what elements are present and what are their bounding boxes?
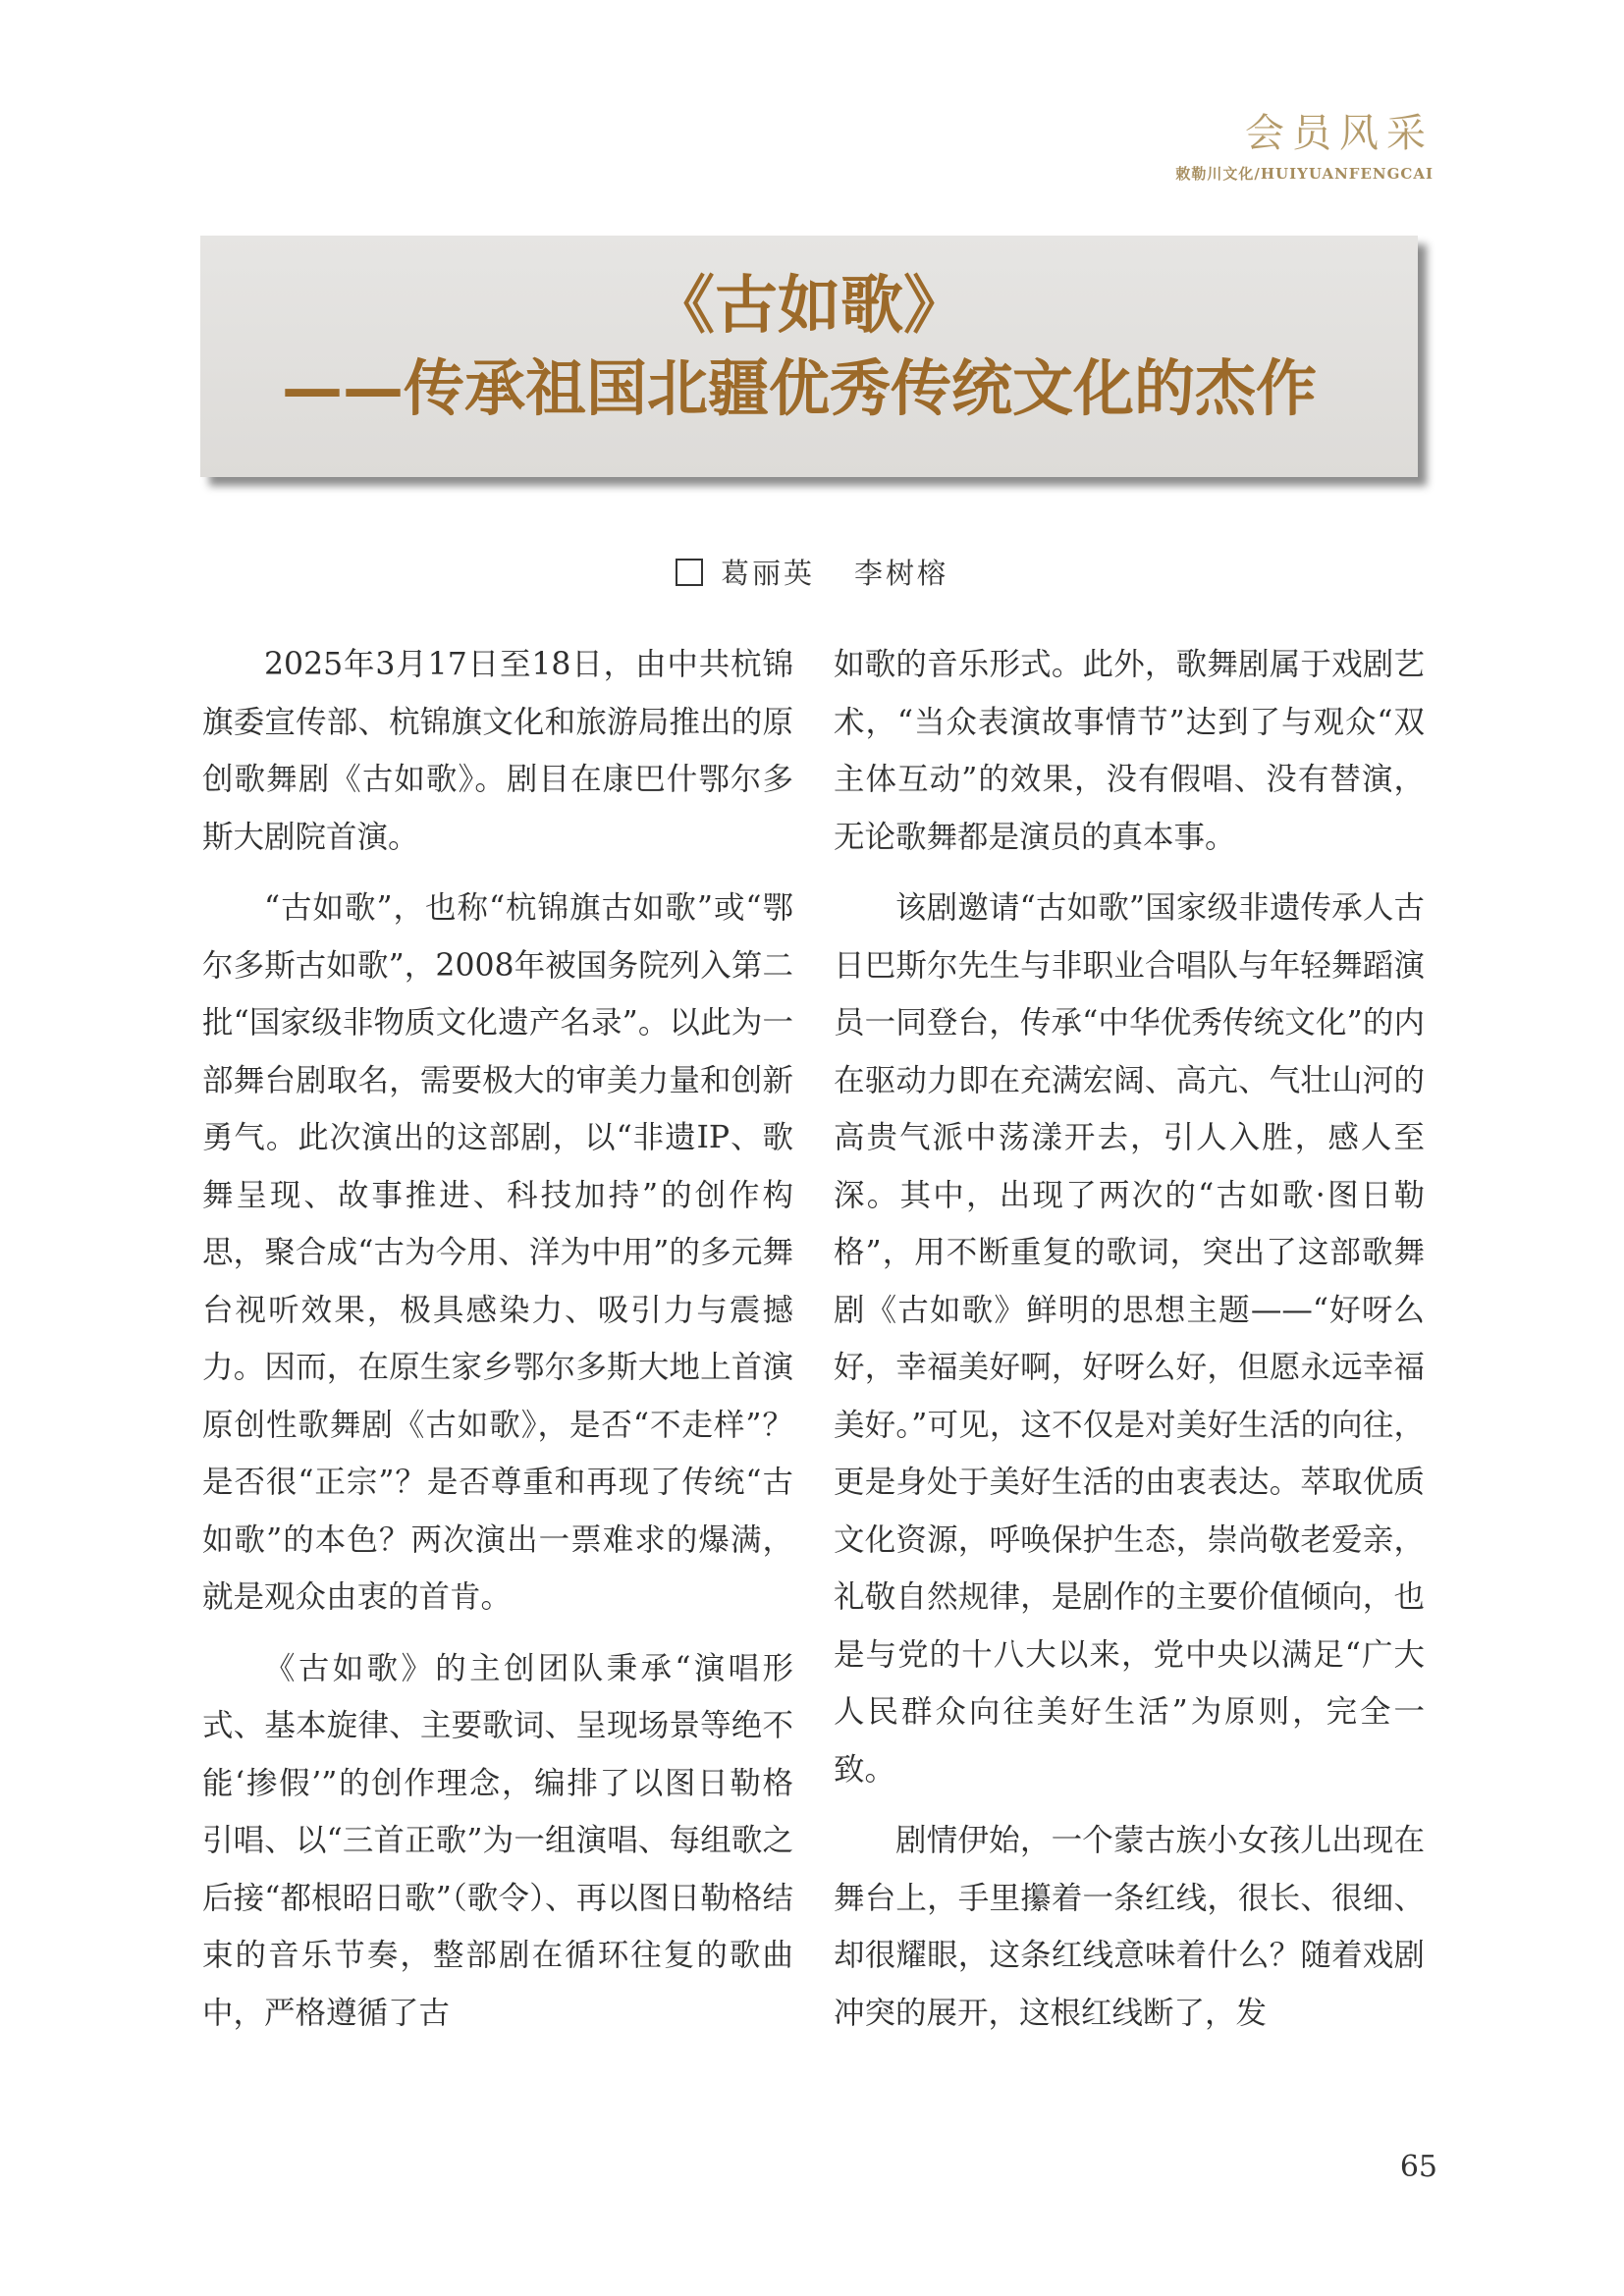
author-1: 葛丽英: [720, 557, 815, 590]
paragraph: 该剧邀请“古如歌”国家级非遗传承人古日巴斯尔先生与非职业合唱队与年轻舞蹈演员一同登台，传承“中华优秀传统文化”的内在驱动力即在充满宏阔、高亢、气壮山河的高贵气派中荡漾开去，引人入胜，感人至深。其中，出现了两次的“古如歌·图日勒格”，用不断重复的歌词，突出了这部歌舞剧《古如歌》鲜明的思想主题——“好呀么好，幸福美好啊，好呀么好，但愿永远幸福美好。”可见，这不仅是对美好生活的向往，更是身处于美好生活的由衷表达。萃取优质文化资源，呼唤保护生态，崇尚敬老爱亲，礼敬自然规律，是剧作的主要价值倾向，也是与党的十八大以来，党中央以满足“广大人民群众向往美好生活”为原则，完全一致。: [834, 890, 1425, 1788]
paragraph: “古如歌”，也称“杭锦旗古如歌”或“鄂尔多斯古如歌”，2008年被国务院列入第二批“国家级非物质文化遗产名录”。以此为一部舞台剧取名，需要极大的审美力量和创新勇气。此次演出的这部剧，以“非遗IP、歌舞呈现、故事推进、科技加持”的创作构思，聚合成“古为今用、洋为中用”的多元舞台视听效果，极具感染力、吸引力与震撼力。因而，在原生家乡鄂尔多斯大地上首演原创性歌舞剧《古如歌》，是否“不走样”？是否很“正宗”？是否尊重和再现了传统“古如歌”的本色？两次演出一票难求的爆满，就是观众由衷的首肯。: [202, 890, 793, 1615]
paragraph: 如歌的音乐形式。此外，歌舞剧属于戏剧艺术，“当众表演故事情节”达到了与观众“双主体互动”的效果，没有假唱、没有替演，无论歌舞都是演员的真本事。: [834, 647, 1425, 855]
column-title: 会员风采: [1245, 111, 1434, 156]
square-icon: [676, 559, 703, 586]
author-line: [0, 552, 1624, 592]
article-title: 《古如歌》: [652, 270, 966, 343]
paragraph: 《古如歌》的主创团队秉承“演唱形式、基本旋律、主要歌词、呈现场景等绝不能‘掺假’”的创作理念，编排了以图日勒格引唱、以“三首正歌”为一组演唱、每组歌之后接“都根昭日歌”（歌令）、再以图日勒格结束的音乐节奏，整部剧在循环往复的歌曲中，严格遵循了古: [202, 1650, 793, 2031]
column-header: [1175, 111, 1434, 184]
page-number: 65: [1399, 2150, 1437, 2184]
paragraph: 2025年3月17日至18日，由中共杭锦旗委宣传部、杭锦旗文化和旅游局推出的原创歌舞剧《古如歌》。剧目在康巴什鄂尔多斯大剧院首演。: [202, 647, 793, 855]
author-2: 李树榕: [854, 557, 949, 590]
paragraph: 剧情伊始，一个蒙古族小女孩儿出现在舞台上，手里攥着一条红线，很长、很细、却很耀眼，这条红线意味着什么？随着戏剧冲突的展开，这根红线断了，发: [834, 1823, 1425, 2031]
left-column: [202, 636, 793, 2056]
article-subtitle: ——传承祖国北疆优秀传统文化的杰作: [281, 352, 1317, 424]
column-subtitle: 敕勒川文化/HUIYUANFENGCAI: [1175, 165, 1434, 183]
article-title-box: [200, 236, 1418, 477]
right-column: [834, 636, 1425, 2056]
